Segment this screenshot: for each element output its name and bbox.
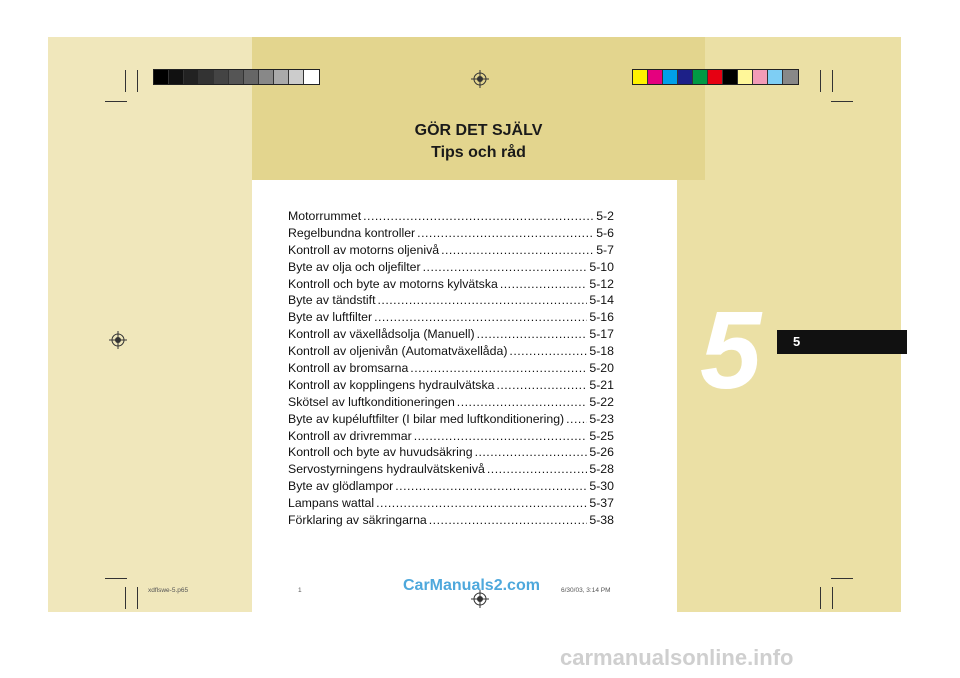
toc-entry-page: 5-2 xyxy=(596,209,614,223)
toc-entry[interactable] xyxy=(288,260,614,277)
calibration-swatch xyxy=(154,70,169,84)
toc-leader-dots xyxy=(566,412,587,426)
calibration-swatch xyxy=(783,70,798,84)
toc-entry-page: 5-7 xyxy=(596,242,614,257)
toc-entry-title: Byte av kupéluftfilter (I bilar med luftkonditionering) xyxy=(288,411,565,426)
crop-mark xyxy=(832,70,833,92)
crop-mark xyxy=(820,587,821,609)
crop-mark xyxy=(832,587,833,609)
toc-leader-dots xyxy=(414,429,588,443)
calibration-swatch xyxy=(693,70,708,84)
toc-entry[interactable] xyxy=(288,496,614,513)
toc-entry[interactable] xyxy=(288,243,614,260)
crop-mark xyxy=(831,101,853,102)
calibration-swatch xyxy=(184,70,199,84)
toc-entry[interactable] xyxy=(288,429,614,446)
footer-filename: xdflswe-5.p65 xyxy=(148,587,189,594)
toc-entry[interactable] xyxy=(288,513,614,530)
toc-leader-dots xyxy=(423,260,588,274)
toc-leader-dots xyxy=(496,378,587,392)
toc-entry-page: 5-26 xyxy=(589,445,614,460)
toc-leader-dots xyxy=(457,395,588,409)
crop-mark xyxy=(820,70,821,92)
toc-entry-title: Regelbundna kontroller xyxy=(288,225,416,240)
toc-entry[interactable] xyxy=(288,445,614,462)
toc-entry-title: Kontroll av bromsarna xyxy=(288,361,409,376)
calibration-swatch xyxy=(289,70,304,84)
toc-entry-page: 5-30 xyxy=(589,479,614,494)
toc-entry-page: 5-20 xyxy=(589,361,614,376)
toc-entry-title: Kontroll av oljenivån (Automatväxellåda) xyxy=(288,344,508,359)
section-title xyxy=(252,120,705,164)
toc-entry[interactable] xyxy=(288,344,614,361)
toc-entry-page: 5-28 xyxy=(589,462,614,477)
toc-entry-page: 5-23 xyxy=(589,411,614,426)
section-subtitle: Tips och råd xyxy=(431,144,526,161)
toc-entry[interactable] xyxy=(288,293,614,310)
toc-entry-page: 5-6 xyxy=(596,225,614,240)
toc-entry[interactable] xyxy=(288,361,614,378)
table-of-contents xyxy=(288,209,614,530)
crop-mark xyxy=(125,70,126,92)
calibration-swatch xyxy=(169,70,184,84)
toc-entry-page: 5-10 xyxy=(589,259,614,274)
toc-entry-title: Byte av olja och oljefilter xyxy=(288,259,421,274)
toc-leader-dots xyxy=(374,310,587,324)
toc-entry-title: Byte av glödlampor xyxy=(288,479,394,494)
toc-entry-page: 5-25 xyxy=(589,428,614,443)
calibration-swatch xyxy=(199,70,214,84)
footer-date: 6/30/03, 3:14 PM xyxy=(561,587,611,594)
toc-entry-page: 5-21 xyxy=(589,377,614,392)
chapter-tab[interactable] xyxy=(777,330,907,354)
toc-entry-title: Servostyrningens hydraulvätskenivå xyxy=(288,462,485,477)
toc-entry-page: 5-22 xyxy=(589,394,614,409)
toc-entry[interactable] xyxy=(288,277,614,294)
calibration-swatch xyxy=(723,70,738,84)
color-calibration-bar xyxy=(632,69,799,85)
calibration-swatch xyxy=(244,70,259,84)
gray-calibration-bar xyxy=(153,69,320,85)
toc-leader-dots xyxy=(417,226,594,240)
toc-entry-page: 5-16 xyxy=(589,310,614,325)
calibration-swatch xyxy=(738,70,753,84)
toc-entry[interactable] xyxy=(288,378,614,395)
toc-leader-dots xyxy=(376,496,587,510)
toc-entry-title: Kontroll av kopplingens hydraulvätska xyxy=(288,377,495,392)
toc-leader-dots xyxy=(500,277,588,291)
calibration-swatch xyxy=(753,70,768,84)
toc-entry-title: Skötsel av luftkonditioneringen xyxy=(288,394,455,409)
toc-leader-dots xyxy=(475,445,588,459)
toc-entry-title: Förklaring av säkringarna xyxy=(288,513,427,528)
toc-entry[interactable] xyxy=(288,327,614,344)
footer-page: 1 xyxy=(298,587,302,594)
crop-mark xyxy=(105,578,127,579)
toc-entry-title: Kontroll och byte av huvudsäkring xyxy=(288,445,473,460)
calibration-swatch xyxy=(708,70,723,84)
toc-entry-title: Motorrummet xyxy=(288,209,362,223)
toc-entry[interactable] xyxy=(288,310,614,327)
section-title-main: GÖR DET SJÄLV xyxy=(414,122,543,139)
toc-entry[interactable] xyxy=(288,395,614,412)
toc-leader-dots xyxy=(477,327,588,341)
calibration-swatch xyxy=(214,70,229,84)
toc-entry-page: 5-18 xyxy=(589,344,614,359)
toc-entry[interactable] xyxy=(288,209,614,226)
crop-mark xyxy=(831,578,853,579)
toc-entry-page: 5-14 xyxy=(589,293,614,308)
toc-entry-title: Kontroll av motorns oljenivå xyxy=(288,242,440,257)
crop-mark xyxy=(105,101,127,102)
registration-mark-icon xyxy=(109,331,127,349)
toc-entry-title: Kontroll och byte av motorns kylvätska xyxy=(288,276,498,291)
toc-leader-dots xyxy=(487,462,588,476)
calibration-swatch xyxy=(678,70,693,84)
calibration-swatch xyxy=(304,70,319,84)
calibration-swatch xyxy=(229,70,244,84)
toc-entry-page: 5-37 xyxy=(589,496,614,511)
calibration-swatch xyxy=(663,70,678,84)
toc-leader-dots xyxy=(410,361,587,375)
toc-leader-dots xyxy=(395,479,587,493)
crop-mark xyxy=(137,587,138,609)
toc-entry[interactable] xyxy=(288,226,614,243)
calibration-swatch xyxy=(633,70,648,84)
calibration-swatch xyxy=(259,70,274,84)
calibration-swatch xyxy=(648,70,663,84)
toc-entry-title: Kontroll av drivremmar xyxy=(288,428,412,443)
calibration-swatch xyxy=(768,70,783,84)
toc-entry-page: 5-12 xyxy=(589,276,614,291)
calibration-swatch xyxy=(274,70,289,84)
crop-mark xyxy=(125,587,126,609)
toc-leader-dots xyxy=(509,344,587,358)
chapter-number: 5 xyxy=(700,289,762,412)
toc-entry[interactable] xyxy=(288,412,614,429)
watermark-carmanualsonline[interactable]: carmanualsonline.info xyxy=(560,645,794,670)
toc-entry[interactable] xyxy=(288,462,614,479)
toc-entry[interactable] xyxy=(288,479,614,496)
toc-leader-dots xyxy=(441,243,594,257)
toc-entry-title: Kontroll av växellådsolja (Manuell) xyxy=(288,327,475,342)
registration-mark-icon xyxy=(471,70,489,88)
toc-entry-title: Lampans wattal xyxy=(288,496,375,511)
watermark-carmanuals2[interactable]: CarManuals2.com xyxy=(403,577,540,594)
toc-leader-dots xyxy=(429,513,588,527)
toc-entry-title: Byte av tändstift xyxy=(288,293,376,308)
chapter-tab-label: 5 xyxy=(793,334,801,349)
toc-entry-title: Byte av luftfilter xyxy=(288,310,373,325)
toc-entry-page: 5-17 xyxy=(589,327,614,342)
toc-leader-dots xyxy=(363,209,594,223)
toc-leader-dots xyxy=(378,293,588,307)
crop-mark xyxy=(137,70,138,92)
toc-entry-page: 5-38 xyxy=(589,513,614,528)
